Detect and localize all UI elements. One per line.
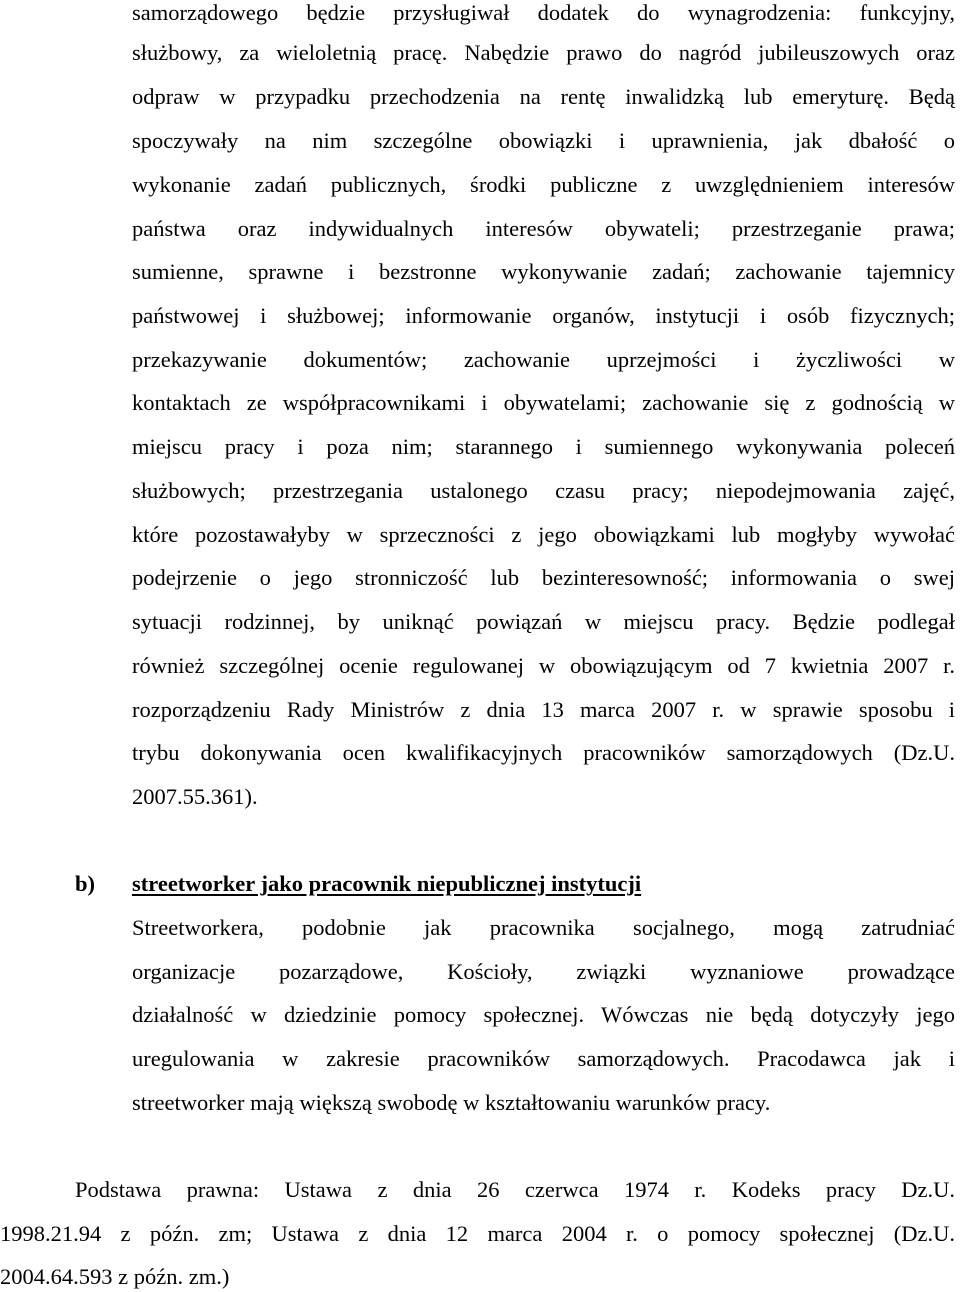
text-line: służbowy, za wieloletnią pracę. Nabędzie prawo do nagród jubileuszowych oraz bbox=[132, 40, 955, 65]
text-line: uregulowania w zakresie pracowników samorządowych. Pracodawca jak i bbox=[132, 1046, 955, 1071]
text-line: sytuacji rodzinnej, by uniknąć powiązań w miejscu pracy. Będzie podlegał bbox=[132, 609, 955, 634]
text-line: odpraw w przypadku przechodzenia na rentę inwalidzką lub emeryturę. Będą bbox=[132, 84, 955, 109]
text-line: służbowych; przestrzegania ustalonego czasu pracy; niepodejmowania zajęć, bbox=[132, 478, 955, 503]
text-line: które pozostawałyby w sprzeczności z jego obowiązkami lub mogłyby wywołać bbox=[132, 522, 955, 547]
text-line: miejscu pracy i poza nim; starannego i sumiennego wykonywania poleceń bbox=[132, 434, 955, 459]
text-line-last: 2007.55.361). bbox=[132, 784, 258, 809]
legal-line: 1998.21.94 z późn. zm; Ustawa z dnia 12 marca 2004 r. o pomocy społecznej (Dz.U. bbox=[0, 1221, 955, 1246]
text-line-last: streetworker mają większą swobodę w kształtowaniu warunków pracy. bbox=[132, 1090, 771, 1115]
text-line: spoczywały na nim szczególne obowiązki i uprawnienia, jak dbałość o bbox=[132, 128, 955, 153]
text-line: rozporządzeniu Rady Ministrów z dnia 13 marca 2007 r. w sprawie sposobu i bbox=[132, 697, 955, 722]
text-line: trybu dokonywania ocen kwalifikacyjnych pracowników samorządowych (Dz.U. bbox=[132, 740, 955, 765]
text-line: kontaktach ze współpracownikami i obywatelami; zachowanie się z godnością w bbox=[132, 390, 955, 415]
text-line: samorządowego będzie przysługiwał dodatek do wynagrodzenia: funkcyjny, bbox=[132, 0, 955, 25]
text-line: działalność w dziedzinie pomocy społecznej. Wówczas nie będą dotyczyły jego bbox=[132, 1002, 955, 1027]
text-line: sumienne, sprawne i bezstronne wykonywanie zadań; zachowanie tajemnicy bbox=[132, 259, 955, 284]
text-line: podejrzenie o jego stronniczość lub bezinteresowność; informowania o swej bbox=[132, 565, 955, 590]
section-marker: b) bbox=[75, 871, 96, 896]
legal-line: Podstawa prawna: Ustawa z dnia 26 czerwca 1974 r. Kodeks pracy Dz.U. bbox=[75, 1177, 955, 1202]
text-line: przekazywanie dokumentów; zachowanie uprzejmości i życzliwości w bbox=[132, 347, 955, 372]
text-line: organizacje pozarządowe, Kościoły, związki wyznaniowe prowadzące bbox=[132, 959, 955, 984]
legal-line-last: 2004.64.593 z późn. zm.) bbox=[0, 1264, 230, 1289]
text-line: państwowej i służbowej; informowanie organów, instytucji i osób fizycznych; bbox=[132, 303, 955, 328]
text-line: wykonanie zadań publicznych, środki publiczne z uwzględnieniem interesów bbox=[132, 172, 955, 197]
section-title: streetworker jako pracownik niepublicznej instytucji bbox=[132, 871, 642, 896]
text-line: państwa oraz indywidualnych interesów obywateli; przestrzeganie prawa; bbox=[132, 216, 955, 241]
text-line: również szczególnej ocenie regulowanej w obowiązującym od 7 kwietnia 2007 r. bbox=[132, 653, 955, 678]
text-line: Streetworkera, podobnie jak pracownika socjalnego, mogą zatrudniać bbox=[132, 915, 955, 940]
